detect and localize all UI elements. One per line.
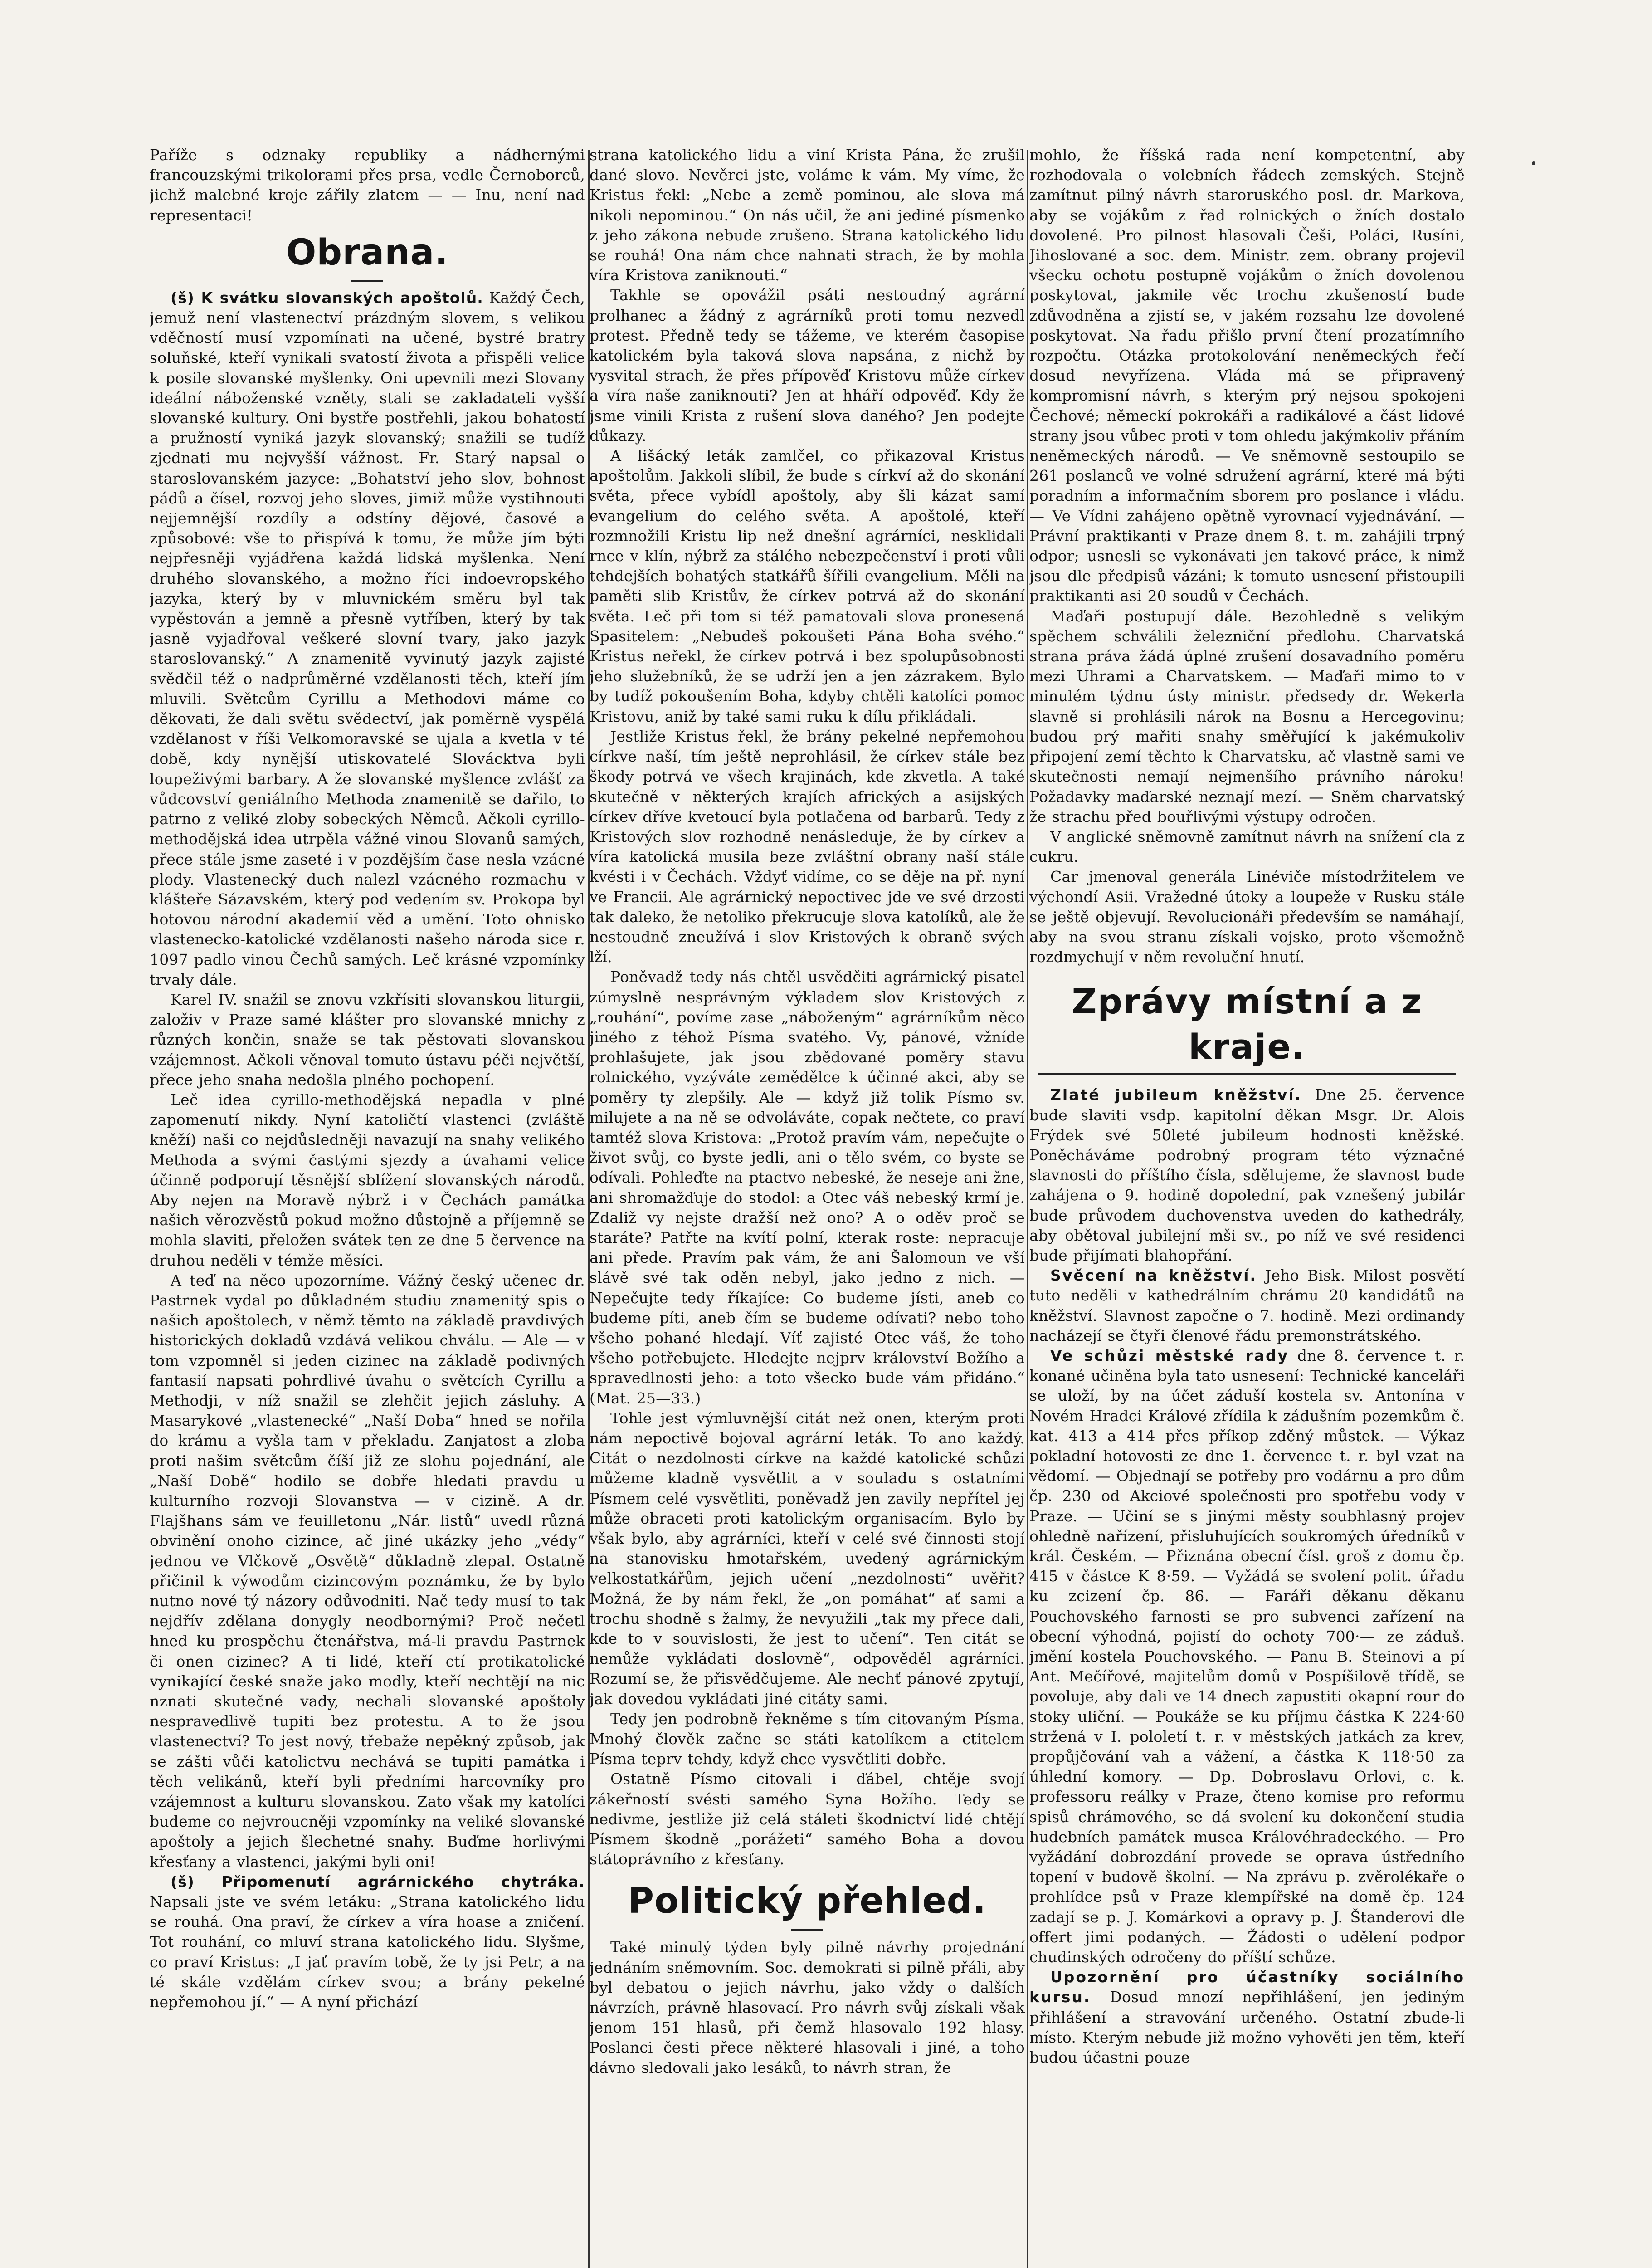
article-obrana [150,288,585,990]
news-heading: Svěcení na kněžství. [1050,1266,1257,1285]
paragraph: mohlo, že říšská rada není kompetentní, aby rozhodovala o volebních řádech zemských. Stejně zamítnut pilný návrh staroruského posl. dr. Markova, aby se vojákům z řad rolnických o žních dostalo dovolené. Pro pilnost hlasovali Češi, Poláci, Rusíni, Jihoslované a soc. dem. Ministr. zem. obrany projevil všecku ochotu postupně vojákům o žních dovolenou poskytovat, jakmile věc trochu zkušeností bude zdůvodněna a zjistí se, v jakém rozsahu lze dovolené poskytovat. Na řadu přišlo první čtení prozatímního rozpočtu. Otázka protokolování neněmeckých řečí dosud nevyřízena. Vláda má se připravený kompromisní návrh, s kterým prý nejsou spokojeni Čechové; německí pokrokáři a radikálové a část lidové strany jsou vůbec proti v tom ohledu jakýmkoliv přáním neněmeckých národů. — Ve sněmovně sestoupilo se 261 poslanců ve volné sdružení agrární, které má býti poradním a informačním sborem pro poslance i vládu. — Ve Vídni zahájeno opětně vyrovnací vyjednávání. — Právní praktikanti v Praze dnem 8. t. m. zahájili trpný odpor; usnesli se vykonávati jen takové práce, k nimž jsou dle předpisů vázáni; k tomuto usnesení přistoupili praktikanti asi 20 soudů v Čechách. [1029,146,1465,605]
article-heading: (š) K svátku slovanských apoštolů. [171,288,483,307]
news-text: Jeho Bisk. Milost posvětí tuto neděli v kathedrálním chrámu 20 kandidátů na kněžství. Slavnost započne o 7. hodině. Mezi ordinandy nacházejí se čtyři členové řádu premonstrátského. [1029,1266,1465,1344]
news-text: dne 8. července t. r. konané učiněna byla tato usnesení: Technické kanceláři se uloží, by na účet záduší kostela sv. Antonína v Novém Hradci Králové zřídila k zádušním pozemkům č. kat. 413 a 414 přes příkop zděný můstek. — Výkaz pokladní hotovosti ze dne 1. července t. r. byl vzat na vědomí. — Objednají se potřeby pro vodárnu a pro dům čp. 230 od Akciové společnosti pro spotřebu vody v Praze. — Učiní se s jinými městy soubhlasný projev ohledně nařízení, přisluhujících soukromých úředníků v král. Českém. — Přiznána obecní čísl. groš z domu čp. 415 v částce K 8·59. — Vyžádá se svolení polit. úřadu ku zcizení čp. 86. — Faráři děkanu děkanu Pouchovského farnosti se pro subvenci zařízení na obecní výhodná, pojistí do ochoty 700·— ze záduš. jmění kostela Pouchovského. — Panu B. Steinovi a pí Ant. Mečířové, majitelům domů v Pospíšilově třídě, se povoluje, aby dali ve 14 dnech zapustiti okapní rour do stoky uliční. — Poukáže se ku příjmu částka K 224·60 stržená v I. pololetí t. r. v městských jatkách za krev, propůjčování vah a vážení, a částka K 118·50 za úhlední komory. — Dp. Dobroslavu Orlovi, c. k. professoru reálky v Praze, čteno komise pro reformu spisů chrámového, se dá svolení ku dokončení studia hudebních památek musea Královéhradeckého. — Pro vyžádání dobrozdání provede se oprava ústředního topení v budově školní. — Na zprávu p. zvěrolékaře o prohlídce psů v Praze klempířské na domě čp. 124 zadají se p. J. Komárkovi a opravy p. J. Štanderovi dle offert jimi podaných. — Žádosti o udělení podpor chudinských odročeny do příští schůze. [1029,1346,1465,1966]
title-rule [351,280,383,282]
article-agrarnik [150,1872,585,2012]
paragraph: Ostatně Písmo citovali i ďábel, chtěje svojí zákeřností svésti samého Syna Božího. Tedy se nedivme, jestliže již celá stáleti škodnictví lidé chtějí Písmem škodně „porážeti“ samého Boha a dovou státoprávního z křesťany. [590,1770,1025,1868]
paragraph: Car jmenoval generála Linéviče místodržitelem ve výchondí Asii. Vražedné útoky a loupeže v Rusku stále se ještě objevují. Revolucionáři především se namáhají, aby na svou stranu získali vojsko, proto všemožně rozdmychují v něm revoluční hnutí. [1029,868,1465,966]
paragraph: Paříže s odznaky republiky a nádhernými francouzskými trikolorami přes prsa, vedle Černoborců, jichž malebné kroje zářily zlatem — — Inu, není nad representaci! [150,146,585,224]
article-heading: (š) Připomenutí agrárnického chytráka. [171,1872,585,1891]
paragraph: Poněvadž tedy nás chtěl usvědčiti agrárnický pisatel zúmyslně nesprávným výkladem slov Kristových z „rouhání“, povíme zase „náboženým“ agrárníkům něco jiného z téhož Písma svatého. Vy, pánové, vžníde prohlašujete, jak jsou zbědované poměry stavu rolnického, vyzýváte zemědělce k účinné akci, aby se poměry ty zlepšily. Ale — když již tolik Písmo sv. milujete a na ně se odvoláváte, copak nečtete, co praví tamtéž slova Kristova: „Protož pravím vám, nepečujte o život svůj, co byste jedli, ani o tělo svém, co byste se odívali. Pohleďte na ptactvo nebeské, že neseje ani žne, ani shromažďuje do stodol: a Otec váš nebeský krmí je. Zdaliž vy nejste dražší než ono? A o oděv proč se staráte? Patřte na kvítí polní, kterak roste: nepracuje ani přede. Pravím pak vám, že ani Šalomoun ve vší slávě své tak oděn nebyl, jako jedno z nich. — Nepečujte tedy říkajíce: Co budeme jísti, aneb co budeme píti, aneb čím se budeme odívati? nebo toho všeho pohané hledají. Víť zajisté Otec váš, že toho všeho potřebujete. Hledejte nejprv království Božího a spravedlnosti jeho: a toto všecko bude vám přidáno.“ (Mat. 25—33.) [590,968,1025,1407]
column-rule [1027,150,1028,2268]
news-heading: Ve schůzi městské rady [1050,1346,1289,1364]
news-item [1029,1085,1465,1266]
column-2 [590,145,1025,2268]
title-rule [1038,1073,1456,1075]
news-text: Dne 25. července bude slaviti vsdp. kapitolní děkan Msgr. Dr. Alois Frýdek své 50leté jubileum hodnosti kněžské. Poněcháváme podrobný program této význačné slavnosti do příštího čísla, sdělujeme, že slavnost bude zahájena o 9. hodině dopolední, pak vznešený jubilár bude průvodem duchovenstva uveden do kathedrály, aby obětoval jubilejní mši sv., po níž ve své residenci bude přijímati blahopřání. [1029,1086,1465,1264]
article-text: Napsali jste ve svém letáku: „Strana katolického lidu se rouhá. Ona praví, že církev a víra hoase a zničení. Tot rouhání, co mluví strana katolického lidu. Slyšme, co praví Kristus: „I jať pravím tobě, že ty jsi Petr, a na té skále vzdělám církev svou; a brány pekelné nepřemohou jí.“ — A nyní přichází [150,1893,585,2011]
paragraph: strana katolického lidu a viní Krista Pána, že zrušil dané slovo. Nevěrci jste, voláme k vám. My víme, že Kristus řekl: „Nebe a země pominou, ale slova má nikoli nepominou.“ On nás učil, že ani jediné písmenko z jeho zákona nebude zrušeno. Strana katolického lidu se rouhá! Ona nám chce nahnati strach, že by mohla víra Kristova zaniknouti.“ [590,146,1025,284]
news-item [1029,1967,1465,2068]
news-text: Dosud mnozí nepřihlášení, jen jediným přihlášení a stravování určeného. Ostatní zbude-li místo. Kterým nebude již možno vyhověti jen těm, kteří budou účastni pouze [1029,1988,1465,2067]
section-title-politicky-prehled: Politický přehled. [628,1881,987,1922]
paragraph: Takhle se opovážil psáti nestoudný agrární prolhanec a žádný z agrárníků proti tomu nezvedl protest. Předně tedy se tážeme, ve kterém časopise katolickém byla taková slova napsána, z nichž by vysvital strach, že přes přípověď Kristovu může církev a víra naše zaniknouti? Jen at hháří odpověď. Kdy že jsme vinili Krista z rušení slova daného? Jen podejte důkazy. [590,286,1025,445]
news-item [1029,1266,1465,1346]
paragraph: Leč idea cyrillo-methodějská nepadla v plné zapomenutí nikdy. Nyní katoličtí vlastenci (zvláště kněží) naši co nejdůsledněji navazují na snahy velikého Methoda a svými častými sjezdy a úvahami velice účinně podporují těsnější sblížení slovanských národů. Aby nejen na Moravě nýbrž i v Čechách památka našich věrozvěstů pokud možno důstojně a příjemně se mohla slaviti, přeložen svátek ten ze dne 5 července na druhou neděli v témže měsíci. [150,1090,585,1269]
column-3 [1029,145,1465,2268]
news-heading: Zlaté jubileum kněžství. [1050,1086,1302,1104]
paragraph: A lišácký leták zamlčel, co přikazoval Kristus apoštolům. Jakkoli slíbil, že bude s církví až do skonání světa, přece vybídl apoštoly, aby šli kázat samí evangelium do celého světa. A apoštolé, kteří rozmnožili Kristu lip než dnešní agrárníci, nesklidali rnce v klín, nýbrž za stálého nebezpečenství i proti vůli tehdejších bohatých statkářů šířili evangelium. Měli na paměti slib Kristův, že církev potrvá až do skonání světa. Leč při tom si též pamatovali slova pronesená Spasitelem: „Nebudeš pokoušeti Pána Boha svého.“ Kristus neřekl, že církev potrvá i bez spolupůsobnosti jeho služebníků, že se udrží jen a jen zázrakem. Bylo by tudíž pokoušením Boha, kdyby chtěli katolíci pomoc Kristovu, aniž by také sami ruku k dílu přikládali. [590,447,1025,725]
paragraph: Tedy jen podrobně řekněme s tím citovaným Písma. Mnohý člověk začne se státi katolíkem a ctitelem Písma teprv tehdy, když chce vysvětliti dobře. [590,1710,1025,1768]
paragraph: Karel IV. snažil se znovu vzkřísiti slovanskou liturgii, založiv v Praze samé klášter pro slovanské mnichy z různých končin, snaže se tak pěstovati slovanskou vzájemnost. Ačkoli věnoval tomuto ústavu péči největší, přece jeho snaha nedošla plného pochopení. [150,990,585,1089]
paragraph: V anglické sněmovně zamítnut návrh na snížení cla z cukru. [1029,827,1465,866]
page-mark [1532,161,1535,165]
paragraph: Také minulý týden byly pilně návrhy projednání jednáním sněmovním. Soc. demokrati si pilně přáli, aby byl debatou o jejich návrhu, jako vždy o dalších návrzích, právně hlasovací. Pro návrh svůj získali však jenom 151 hlasů, při čemž hlasovalo 192 hlasy. Poslanci česti přece některé hlasovali i jiné, a toho dávno sledovali jako lesáků, to návrh stran, že [590,1938,1025,2077]
column-1 [150,145,585,2268]
article-text: Každý Čech, jemuž není vlastenectví prázdným slovem, s velikou vděčností musí vzpomínati na učené, bystré bratry soluňské, kteří vynikali svatostí života a přispěli velice k posile slovanské myšlenky. Oni upevnili mezi Slovany ideální náboženské vzněty, stali se zakladateli vyšší slovanské kultury. Oni bystře postřehli, jakou bohatostí a pružností vyniká jazyk slovanský; snažili se tudíž zjednati mu nejvyšší vážnost. Fr. Starý napsal o staroslovanském jazyce: „Bohatství jeho slov, bohnost pádů a čísel, rozvoj jeho sloves, jimiž může vystihnouti nejjemnější rozdíly a odstíny dějové, časové a způsobové: vše to přispívá k tomu, že může jím býti nejpřesněji vyjádřena každá lidská myšlenka. Není druhého slovanského, a možno říci indoevropského jazyka, který by v mluvnickém směru byl tak vypěstován a jemně a přesně vytříben, který by tak jasně vyjadřoval veškeré slovní tvary, jako jazyk staroslovanský.“ A znamenitě vyvinutý jazyk zajisté svědčil též o nadprůměrné vzdělanosti těch, kteří jím mluvili. Světcům Cyrillu a Methodovi máme co děkovati, že dali světu svědectví, jak poměrně vyspělá vzdělanost v říši Velkomoravské se ujala a kvetla v té době, kdy nynější utiskovatelé Slovácktva byli loupeživými barbary. A že slovanské myšlence zvlášť za vůdcovství geniálního Methoda znamenitě se dařilo, to patrno z veliké zloby sobeckých Němců. Ačkoli cyrillo-methodějská idea utrpěla vážné vinou Slovanů samých, přece stále jsme zaseté i v pozdějším čase nesla vzácné plody. Vlastenecký duch nalezl vzácného rozmachu v klášteře Sázavském, který pod vedením sv. Prokopa byl hotovou národní akademií věd a umění. Toto ohnisko vlastenecko-katolické vzdělanosti našeho národa sice r. 1097 padlo vinou Čechů samých. Leč krásné vzpomínky trvaly dále. [150,288,585,988]
paragraph: Maďaři postupují dále. Bezohledně s velikým spěchem schválili železniční předlohu. Charvatská strana práva žádá úplné zrušení dosavadního poměru mezi Uhrami a Charvatskem. — Maďaři mimo to v minulém týdnu ústy ministr. předsedy dr. Wekerla slavně si prohlásili nárok na Bosnu a Hercegovinu; budou prý mařiti snahy směřující k jakémukoliv připojení zemí těchto k Charvatsku, ač vlastně sami ve skutečnosti nemají nejmenšího právního nároku! Požadavky maďarské neznají mezí. — Sněm charvatský že strachu před bouřlivými výstupy odročen. [1029,607,1465,826]
section-title-obrana: Obrana. [286,232,449,273]
section-title-zpravy: Zprávy místní a z kraje. [1072,981,1423,1067]
news-item [1029,1346,1465,1967]
paragraph: Tohle jest výmluvnější citát než onen, kterým proti nám nepoctivě bojoval agrární leták. To ano každý. Citát o nezdolnosti církve na každé katolické schůzi můžeme kladně vysvětlit a v souladu s ostatními Písmem celé vysvětliti, poněvadž jen zavily nepřítel jej může obraceti proti katolickým organisacím. Bylo by však bylo, aby agrárníci, kteří v celé své činnosti stojí na stanovisku hmotařském, uvedený agrárnickým velkostatkářům, jejich učení „nezdolnosti“ uvěřit? Možná, že by nám řekl, že „on pomáhat“ ať sami a trochu shodně s žalmy, že nevyužili „tak my přece dali, kde to v souvislosti, že jest to učení“. Ten citát se nemůže vykládati doslovně“, odpověděl agrárníci. Rozumí se, že přisvědčujeme. Ale nechť pánové zpytují, jak dovedou vykládati jiné citáty sami. [590,1409,1025,1708]
paragraph: Jestliže Kristus řekl, že brány pekelné nepřemohou církve naší, tím ještě neprohlásil, že církev stále bez škody potrvá ve všech krajinách, kde zkvetla. A také skutečně v některých krajích afrických a asijských církev dříve kvetoucí byla potlačena od barbarů. Tedy z Kristových slov rozhodně nenásleduje, že by církev a víra katolická musila beze zvláštní obrany naší stále kvésti i v Čechách. Vždyť vidíme, co se děje na př. nyní ve Francii. Ale agrárnický nepoctivec jde ve své drzosti tak daleko, že netoliko překrucuje slova katolíků, ale že nestoudně zneužívá i slov Kristových k obraně svých lží. [590,727,1025,966]
paragraph: A teď na něco upozorníme. Vážný český učenec dr. Pastrnek vydal po důkladném studiu znamenitý spis o našich apoštolech, v němž těmto na základě pravdivých historických dokladů vzdává velikou chválu. — Ale — v tom vzpomněl si jeden cizinec na základě podivných fantasií napsati pohrdlivé úvahu o světcích Cyrillu a Methodji, v níž snažil se zlehčit jejich zásluhy. A Masarykové „vlastenecké“ „Naší Doba“ hned se nořila do krámu a vyšla tam v překladu. Zanjatost a zloba proti našim světcům číší již ze slohu pojednání, ale „Naší Době“ hodilo se dobře hledati pravdu u kulturního rozvoji Slovanstva — v cizině. A dr. Flajšhans sám ve feuilletonu „Nár. listů“ uvedl různá obvinění onoho cizince, ač jiné ukázky jeho „védy“ jednou ve Vlčkově „Osvětě“ důkladně zlepal. Ostatně přičinil k výwodům cizincovým poznámku, že by bylo nutno nové tý názory odůvodniti. Nač tedy musí to tak nejdřív zdělana donygly neodbornými? Proč nečetl hned ku prospěchu čtenářstva, má-li pravdu Pastrnek či onen cizinec? A ti lidé, kteří ctí protikatolické vynikající české snaže jako modly, kteří nechtějí na nic nznati skutečné vady, nechali slovanské apoštoly nespravedlivě tupiti bez protestu. A to že jsou vlastenectví? To jest nový, třebaže nepěkný způsob, jak se zášti vůči katolictvu nechává se tupiti památka i těch velikánů, kteří byli předními harcovníky pro vzájemnost a kulturu slovanskou. Zato však my katolíci budeme co nejvroucněji vzpomínky na veliké slovanské apoštoly a jejich šlechetné snahy. Buďme horlivými křesťany a vlastenci, jakými byli oni! [150,1271,585,1871]
title-rule [791,1929,823,1931]
news-heading: Upozornění pro účastníky sociálního kursu. [1029,1968,1465,2006]
